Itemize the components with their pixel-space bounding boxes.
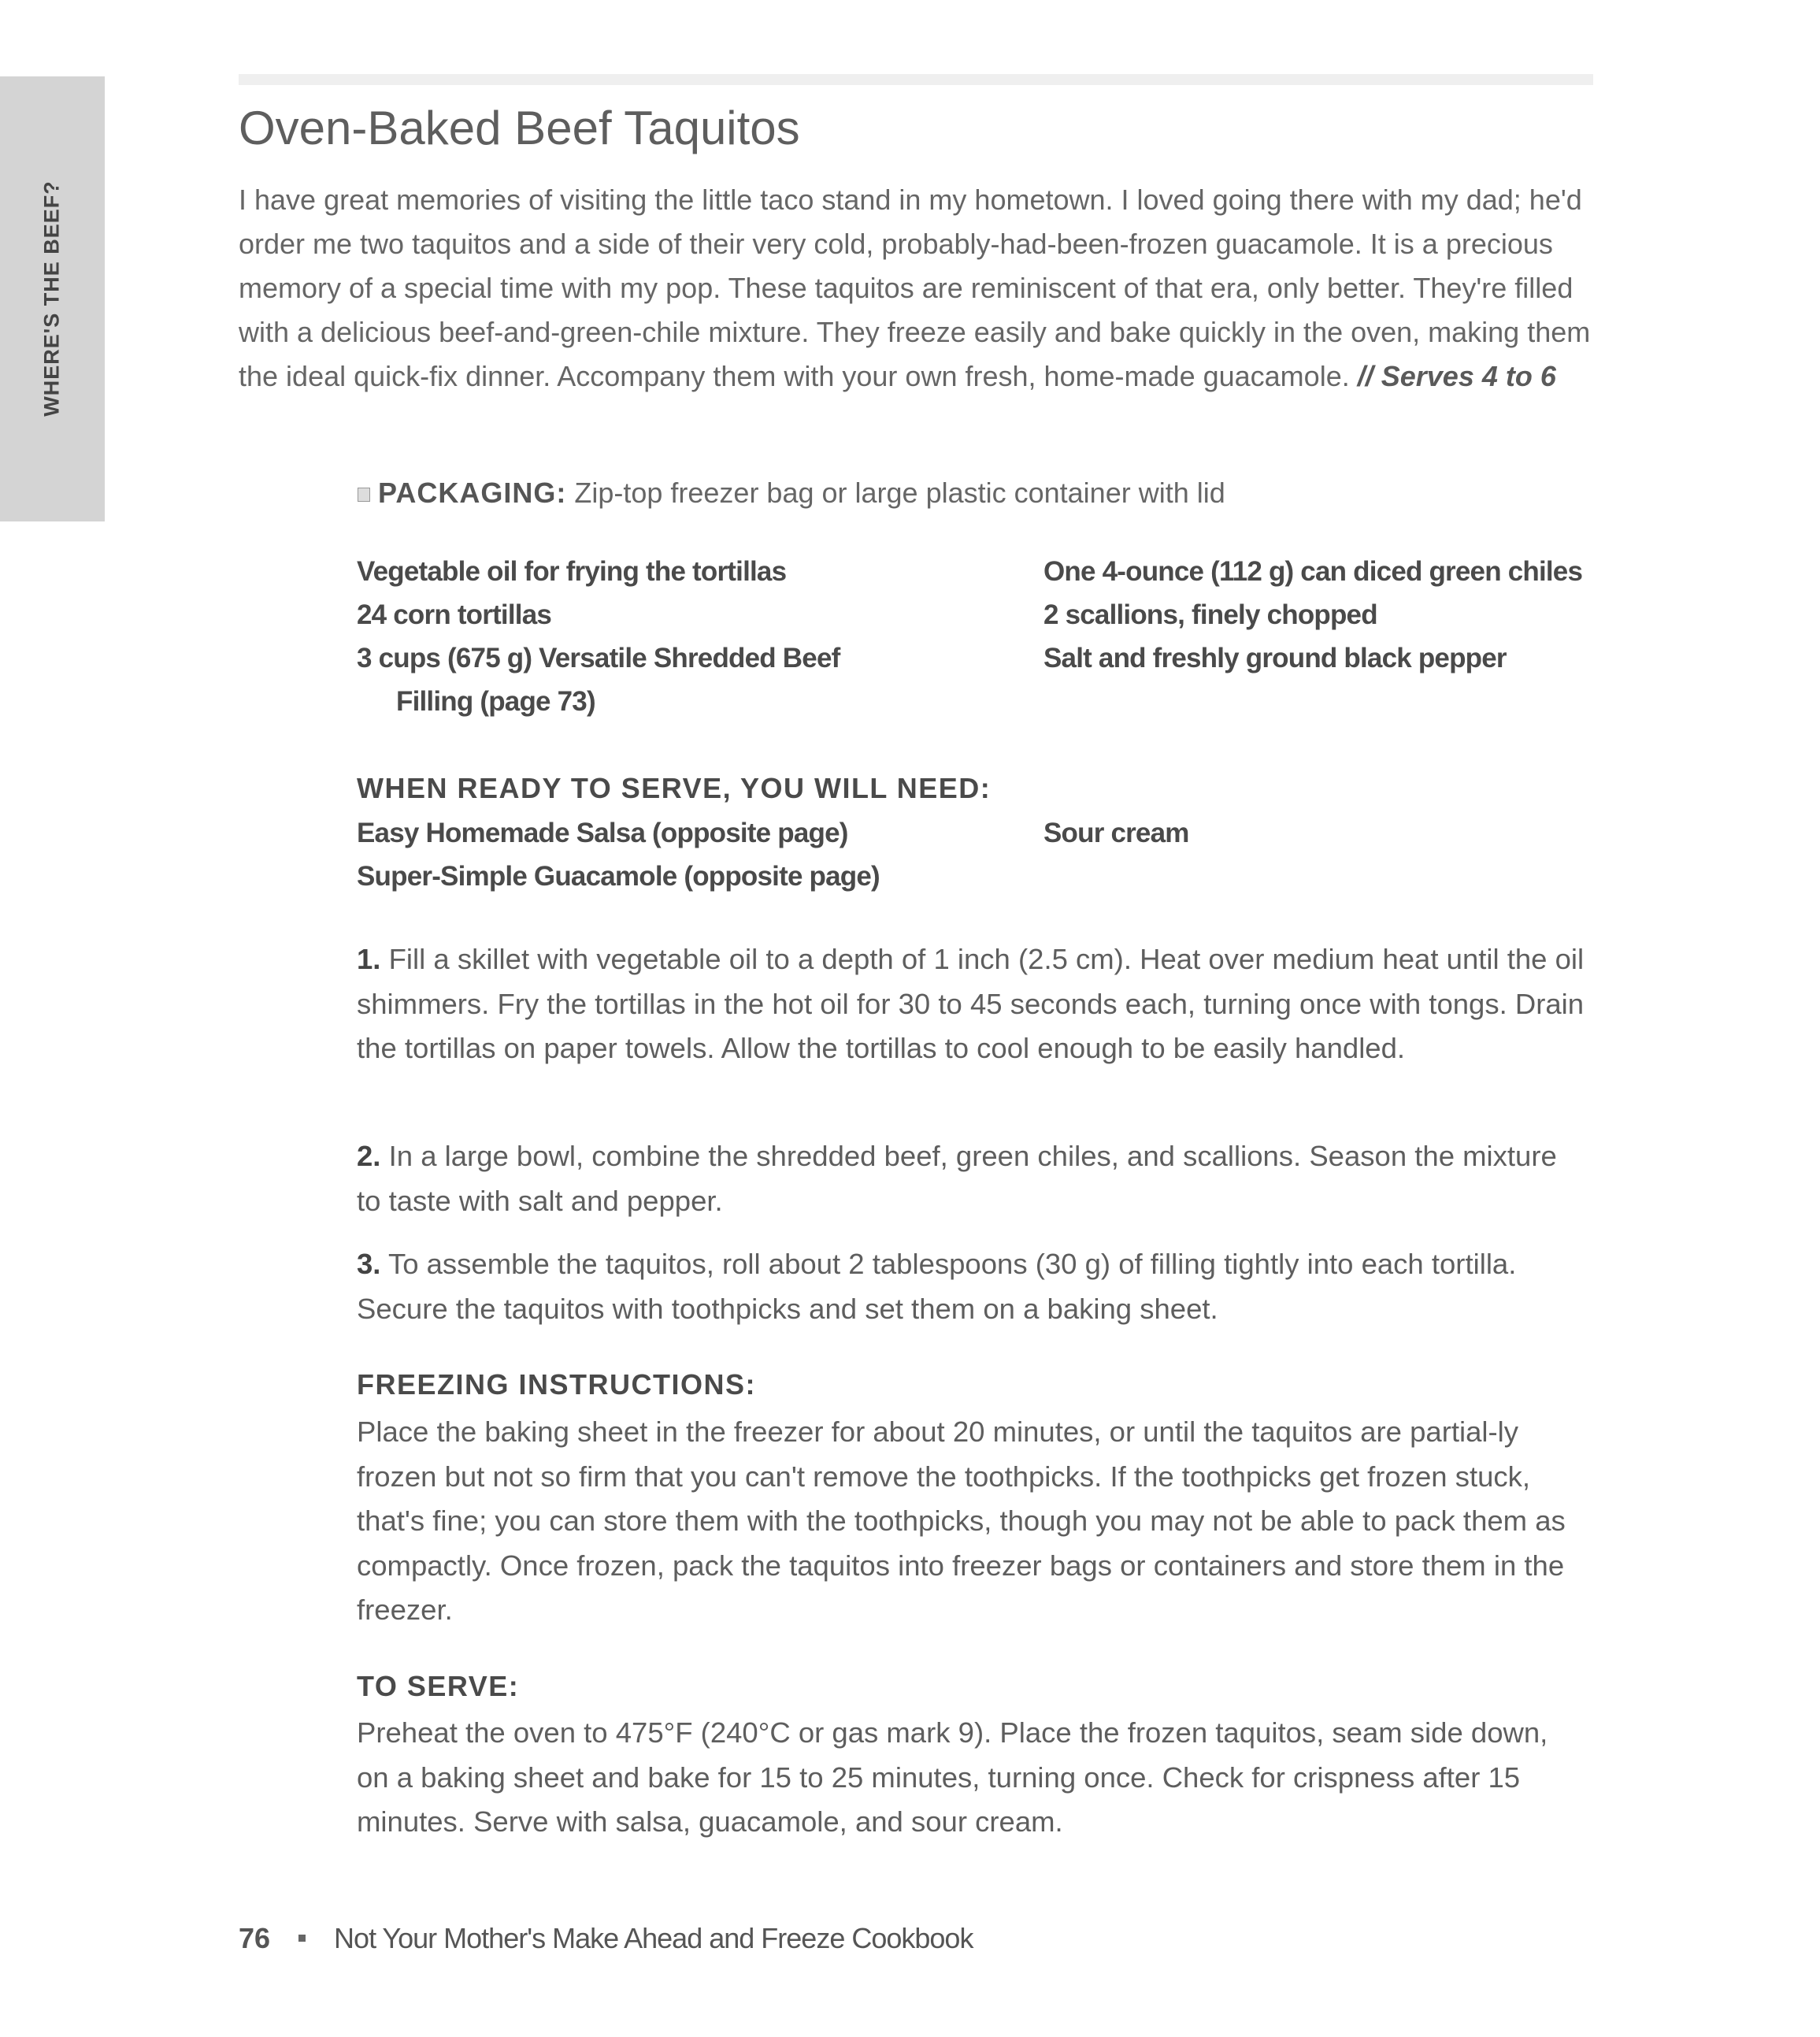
ingredient: Salt and freshly ground black pepper	[1043, 643, 1507, 673]
serve-needs-col-2	[1043, 811, 1189, 855]
page-footer	[239, 1922, 973, 1955]
serve-item: Sour cream	[1043, 818, 1189, 848]
step-1	[357, 937, 1585, 1071]
section-tab-label: WHERE'S THE BEEF?	[39, 180, 64, 417]
freezing-text: Place the baking sheet in the freezer for about 20 minutes, or until the taquitos are partial-ly frozen but not so firm that you can't remove the toothpicks. If the toothpicks get frozen stuck, that's fine; you can store them with the toothpicks, though you may not be able to pack them as compactly. Once frozen, pack the taquitos into freezer bags or containers and store them in the freezer.	[357, 1416, 1566, 1626]
ingredient: One 4-ounce (112 g) can diced green chiles	[1043, 556, 1583, 587]
bullet-separator	[298, 1935, 306, 1942]
serve-needs-heading: WHEN READY TO SERVE, YOU WILL NEED:	[357, 772, 992, 804]
packaging-line	[358, 477, 1225, 510]
recipe-title: Oven-Baked Beef Taquitos	[239, 102, 800, 154]
ingredient: Filling (page 73)	[396, 686, 595, 717]
packaging-label: PACKAGING:	[378, 477, 567, 509]
step-3	[357, 1242, 1585, 1331]
serve-needs-col-1	[357, 811, 880, 898]
intro-paragraph	[239, 178, 1601, 399]
freezing-heading: FREEZING INSTRUCTIONS:	[357, 1368, 756, 1401]
ingredients-col-2	[1043, 550, 1582, 680]
page-number: 76	[239, 1922, 271, 1954]
serve-item: Easy Homemade Salsa (opposite page)	[357, 818, 848, 848]
packaging-icon	[358, 488, 370, 502]
step-text: To assemble the taquitos, roll about 2 tablespoons (30 g) of filling tightly into each tortilla. Secure the taquitos with toothpicks and set them on a baking sheet.	[357, 1248, 1517, 1325]
header-rule	[239, 74, 1593, 85]
to-serve-heading: TO SERVE:	[357, 1670, 520, 1702]
step-text: Fill a skillet with vegetable oil to a depth of 1 inch (2.5 cm). Heat over medium heat until the oil shimmers. Fry the tortillas in the hot oil for 30 to 45 seconds each, turning once with tongs. Drain the tortillas on paper towels. Allow the tortillas to cool enough to be easily handled.	[357, 943, 1585, 1064]
step-number: 1.	[357, 943, 381, 975]
serve-item: Super-Simple Guacamole (opposite page)	[357, 861, 880, 892]
ingredient: 3 cups (675 g) Versatile Shredded Beef	[357, 643, 840, 673]
ingredient: Vegetable oil for frying the tortillas	[357, 556, 787, 587]
intro-text: I have great memories of visiting the little taco stand in my hometown. I loved going there with my dad; he'd order me two taquitos and a side of their very cold, probably-had-been-frozen guacamole. It is a precious memory of a special time with my pop. These taquitos are reminiscent of that era, only better. They're filled with a delicious beef-and-green-chile mixture. They freeze easily and bake quickly in the oven, making them the ideal quick-fix dinner. Accompany them with your own fresh, home-made guacamole.	[239, 184, 1591, 392]
step-text: In a large bowl, combine the shredded beef, green chiles, and scallions. Season the mixture to taste with salt and pepper.	[357, 1140, 1557, 1217]
ingredient: 24 corn tortillas	[357, 599, 552, 630]
serves: // Serves 4 to 6	[1357, 360, 1556, 392]
ingredients-col-1	[357, 550, 840, 723]
step-2	[357, 1134, 1585, 1223]
step-number: 3.	[357, 1248, 381, 1280]
to-serve-text: Preheat the oven to 475°F (240°C or gas mark 9). Place the frozen taquitos, seam side down, on a baking sheet and bake for 15 to 25 minutes, turning once. Check for crispness after 15 minutes. Serve with salsa, guacamole, and sour cream.	[357, 1716, 1548, 1838]
ingredient: 2 scallions, finely chopped	[1043, 599, 1377, 630]
packaging-text: Zip-top freezer bag or large plastic container with lid	[574, 477, 1225, 509]
step-number: 2.	[357, 1140, 381, 1172]
section-tab	[0, 76, 105, 521]
book-title: Not Your Mother's Make Ahead and Freeze Cookbook	[334, 1922, 973, 1954]
